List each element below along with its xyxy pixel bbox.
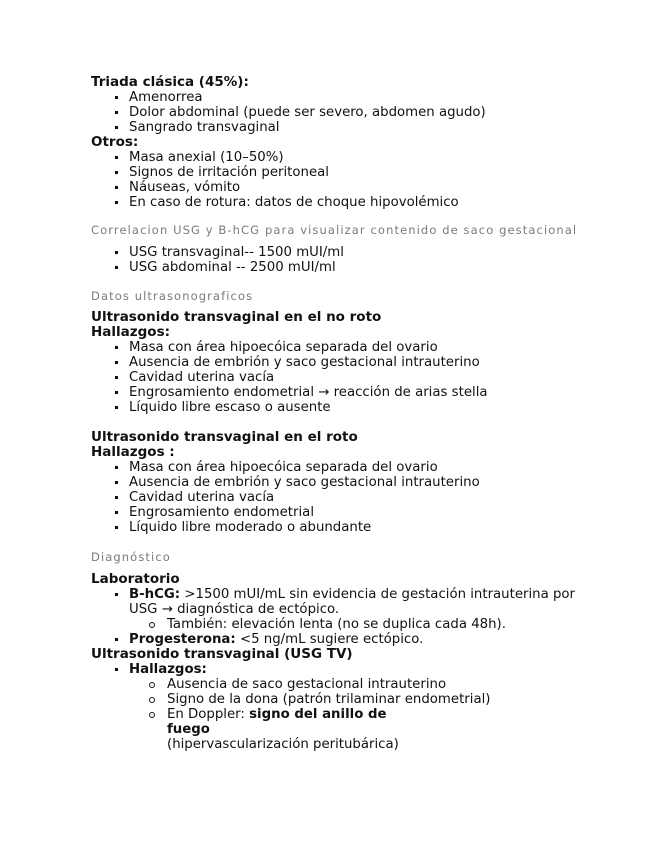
diagnostico-section-title: Diagnóstico (91, 550, 171, 564)
no-roto-subtitle: Hallazgos: (91, 324, 171, 340)
correlacion-section-title: Correlacion USG y B-hCG para visualizar contenido de saco gestacional (91, 223, 578, 237)
document-page (91, 75, 591, 752)
list-item: USG abdominal -- 2500 mUI/ml (91, 260, 591, 275)
list-item: Masa con área hipoecóica separada del ovario (91, 460, 591, 475)
list-item: En caso de rotura: datos de choque hipovolémico (91, 195, 591, 210)
list-item: Cavidad uterina vacía (91, 490, 591, 505)
laboratorio-list (91, 587, 591, 647)
list-item-bhcg (91, 587, 591, 632)
bhcg-label: B-hCG: (129, 587, 181, 602)
laboratorio-heading: Laboratorio (91, 571, 180, 587)
list-item: Masa anexial (10–50%) (91, 150, 591, 165)
otros-list (91, 150, 591, 210)
usg-heading: Ultrasonido transvaginal (USG TV) (91, 646, 353, 662)
datos-section-title: Datos ultrasonograficos (91, 289, 254, 303)
list-item: USG transvaginal-- 1500 mUI/ml (91, 245, 591, 260)
roto-title: Ultrasonido transvaginal en el roto (91, 429, 358, 445)
bhcg-sublist (91, 617, 591, 632)
doppler-sign: signo del anillo de fuego (167, 707, 387, 737)
list-item: Sangrado transvaginal (91, 120, 591, 135)
list-item: Líquido libre escaso o ausente (91, 400, 591, 415)
list-item: Signos de irritación peritoneal (91, 165, 591, 180)
list-item: Engrosamiento endometrial → reacción de arias stella (91, 385, 591, 400)
bhcg-text: >1500 mUI/mL sin evidencia de gestación intrauterina por USG → diagnóstica de ectópico. (129, 587, 576, 617)
roto-subtitle: Hallazgos : (91, 444, 175, 460)
list-item: Amenorrea (91, 90, 591, 105)
list-item: Dolor abdominal (puede ser severo, abdomen agudo) (91, 105, 591, 120)
list-item: Engrosamiento endometrial (91, 505, 591, 520)
no-roto-title: Ultrasonido transvaginal en el no roto (91, 309, 382, 325)
list-item: Ausencia de saco gestacional intrauterino (91, 677, 591, 692)
progesterona-text: <5 ng/mL sugiere ectópico. (235, 632, 424, 647)
roto-list (91, 460, 591, 535)
list-item: Ausencia de embrión y saco gestacional intrauterino (91, 355, 591, 370)
list-item: Masa con área hipoecóica separada del ovario (91, 340, 591, 355)
doppler-suffix: (hipervascularización peritubárica) (167, 737, 399, 752)
list-item: Líquido libre moderado o abundante (91, 520, 591, 535)
correlacion-list (91, 245, 591, 275)
progesterona-label: Progesterona: (129, 632, 236, 647)
doppler-prefix: En Doppler: (167, 707, 250, 722)
usg-list (91, 662, 591, 752)
no-roto-list (91, 340, 591, 415)
list-item-progesterona (91, 632, 591, 647)
list-item: También: elevación lenta (no se duplica cada 48h). (91, 617, 591, 632)
list-item: Cavidad uterina vacía (91, 370, 591, 385)
list-item: Signo de la dona (patrón trilaminar endometrial) (91, 692, 591, 707)
triada-list (91, 90, 591, 135)
list-item: Náuseas, vómito (91, 180, 591, 195)
list-item-hallazgos (91, 662, 591, 752)
list-item-doppler (91, 707, 591, 752)
hallazgos-sublist (91, 677, 591, 752)
otros-heading: Otros: (91, 134, 139, 150)
list-item: Ausencia de embrión y saco gestacional intrauterino (91, 475, 591, 490)
hallazgos-label: Hallazgos: (129, 662, 207, 677)
triada-heading: Triada clásica (45%): (91, 74, 249, 90)
